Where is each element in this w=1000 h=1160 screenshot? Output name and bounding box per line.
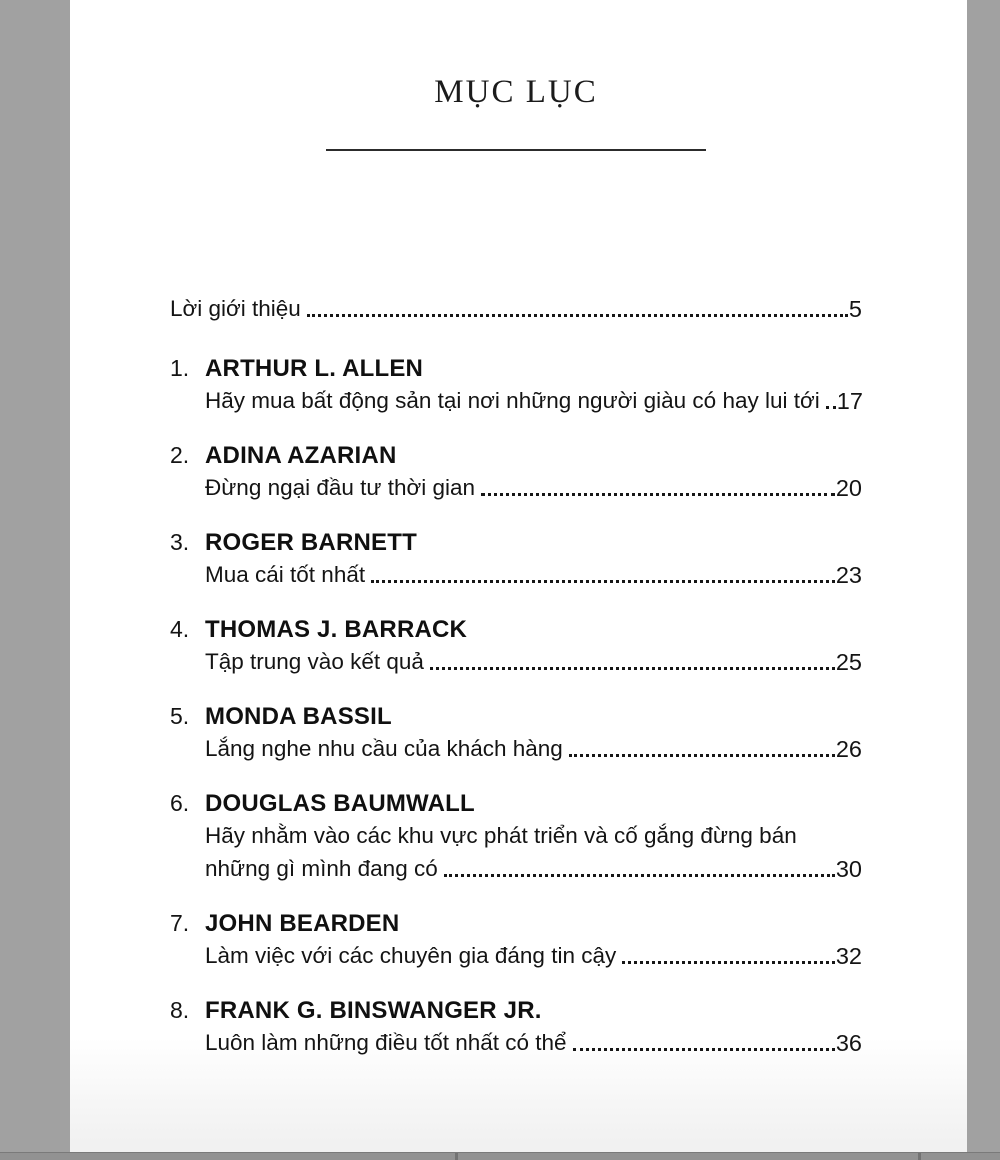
entry-name: MONDA BASSIL (205, 703, 392, 730)
dotted-leader (444, 874, 835, 877)
dotted-leader (481, 493, 835, 496)
entry-description-row (205, 645, 862, 678)
entry-number: 8. (170, 997, 190, 1023)
dotted-leader (569, 754, 835, 757)
title-divider-rule (326, 149, 706, 151)
entry-description-row (205, 852, 862, 885)
viewer-bottom-bar (0, 1152, 1000, 1160)
page-number: 36 (835, 1030, 862, 1056)
entry-description: Làm việc với các chuyên gia đáng tin cậy (205, 943, 617, 968)
entry-name: ARTHUR L. ALLEN (205, 355, 424, 382)
page-number: 30 (835, 856, 862, 882)
page-number: 32 (835, 943, 862, 969)
entry-description-row (205, 384, 862, 417)
dotted-leader (371, 580, 835, 583)
toc-entry (170, 527, 862, 591)
dotted-leader (430, 667, 835, 670)
toc-intro-label: Lời giới thiệu (170, 296, 301, 321)
dotted-leader (573, 1048, 835, 1051)
dotted-leader (622, 961, 835, 964)
page-number: 26 (835, 736, 862, 762)
toc-entry (170, 353, 862, 417)
page-number: 20 (835, 475, 862, 501)
entry-name: DOUGLAS BAUMWALL (205, 790, 475, 817)
page-title: MỤC LỤC (434, 74, 598, 110)
entry-description-row (205, 471, 862, 504)
entry-name: THOMAS J. BARRACK (205, 616, 468, 643)
page-number: 17 (836, 388, 863, 414)
entry-number: 5. (170, 703, 190, 729)
bottom-bar-tick (455, 1153, 458, 1160)
entry-name: ROGER BARNETT (205, 529, 417, 556)
entry-description: Tập trung vào kết quả (205, 649, 424, 674)
entry-number: 3. (170, 529, 190, 555)
entry-description: Luôn làm những điều tốt nhất có thể (205, 1030, 567, 1055)
entry-description: Hãy mua bất động sản tại nơi những người giàu có hay lui tới (205, 388, 820, 413)
page-content (170, 72, 862, 1059)
entry-number: 1. (170, 355, 190, 381)
dotted-leader (307, 314, 848, 317)
entry-description-row (205, 732, 862, 765)
entry-description: Mua cái tốt nhất (205, 562, 366, 587)
dotted-leader (826, 406, 836, 409)
scanned-book-page (70, 0, 967, 1153)
entry-body (205, 440, 862, 504)
entry-number: 6. (170, 790, 190, 816)
toc-entry (170, 788, 862, 885)
entry-description-row (205, 939, 862, 972)
entry-description: Lắng nghe nhu cầu của khách hàng (205, 736, 563, 761)
toc-entry (170, 995, 862, 1059)
entry-description: Đừng ngại đầu tư thời gian (205, 475, 476, 500)
table-of-contents (170, 293, 862, 1059)
scan-edge-right (967, 0, 1000, 1160)
entry-body (205, 527, 862, 591)
bottom-bar-tick (918, 1153, 921, 1160)
entry-name: ADINA AZARIAN (205, 442, 397, 469)
entry-description-row (205, 1026, 862, 1059)
toc-entry (170, 614, 862, 678)
entry-name: FRANK G. BINSWANGER JR. (205, 997, 542, 1024)
entry-name: JOHN BEARDEN (205, 910, 400, 937)
page-number: 25 (835, 649, 862, 675)
page-number: 5 (848, 296, 862, 322)
entry-description: những gì mình đang có (205, 856, 438, 881)
page-number: 23 (835, 562, 862, 588)
entry-body (205, 614, 862, 678)
entry-number: 4. (170, 616, 190, 642)
entry-number: 7. (170, 910, 190, 936)
toc-entry (170, 440, 862, 504)
toc-entry (170, 908, 862, 972)
entry-description-wrap-line: Hãy nhằm vào các khu vực phát triển và cố gắng đừng bán (205, 823, 797, 848)
entry-body (205, 788, 862, 885)
toc-intro-row (170, 293, 862, 325)
toc-entry (170, 701, 862, 765)
scan-edge-left (0, 0, 70, 1160)
entry-body (205, 908, 862, 972)
entry-body (205, 353, 862, 417)
entry-body (205, 995, 862, 1059)
entry-body (205, 701, 862, 765)
entry-description-row (205, 558, 862, 591)
entry-number: 2. (170, 442, 190, 468)
